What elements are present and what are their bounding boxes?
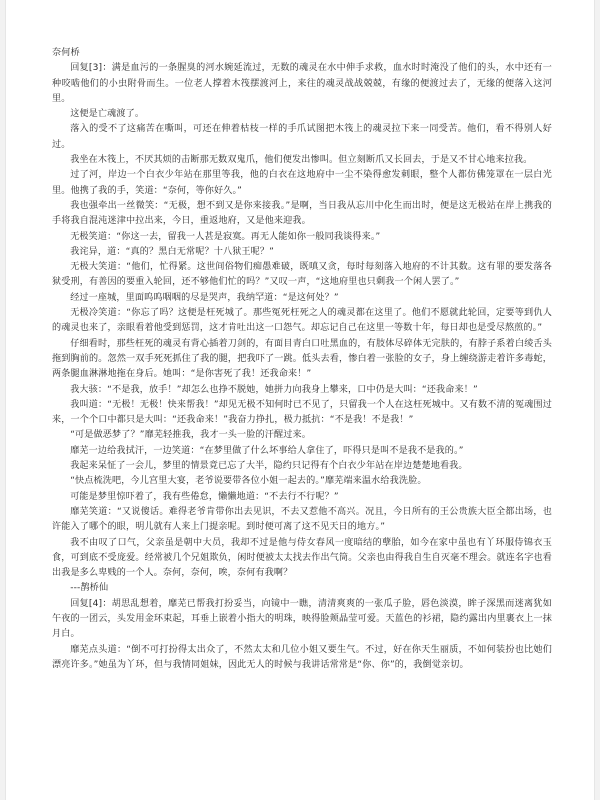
page-title: 奈何桥 <box>52 48 80 58</box>
section-signature: ---鹊桥仙 <box>70 583 109 594</box>
paragraph: “快点梳洗吧，今儿宫里大宴，老爷说要带各位小姐一起去的。”靡芜端来温水给我洗脸。 <box>70 476 427 487</box>
paragraph: 无极冷笑道：“你忘了吗？这便是枉死城了。那些冤死枉死之人的魂灵都在这里了。他们不愿就此轮回，定要等到仇人的魂灵也来了，亲眼看着他受到惩罚，这才肯吐出这一口怨气。却忘记自己在这里一等数十年，每日却也是受尽熬煎的。” <box>52 308 552 334</box>
paragraph: 回复[4]：胡思乱想着，靡芜已帮我打扮妥当，向镜中一瞧，清清爽爽的一张瓜子脸，唇色淡漠，眸子深黑而迷离犹如午夜的一团云，头发用金环束起，耳垂上嵌着小指大的明珠，映得脸颊晶莹可爱。天蓝色的衫裙，隐约露出内里裹衣上一抹月白。 <box>52 598 552 640</box>
document-page <box>6 0 594 800</box>
paragraph: 我大骇：“不是我，放手！”却怎么也挣不脱她，她拼力向我身上攀来，口中仍是大叫：“还我命来！” <box>70 384 478 395</box>
paragraph: 靡芜点头道：“倒不可打扮得太出众了，不然太太和几位小姐又要生气。不过，好在你天生丽质，不如何装扮也比她们漂亮许多。”她虽为丫环，但与我情同姐妹，因此无人的时候与我讲话常常是“你、你”的，我倒觉亲切。 <box>52 644 552 670</box>
paragraph: 仔细看时，那些枉死的魂灵有背心插着刀剑的，有面目青白口吐黑血的，有肢体尽碎体无完肤的，有脖子系着白绫舌头拖到胸前的。忽然一双手死死抓住了我的腿，把我吓了一跳。低头去看，惨白着一张脸的女子，身上缠绕游走着许多毒蛇，两条腿血淋淋地拖在身后。她叫：“是你害死了我！还我命来！” <box>52 338 552 380</box>
paragraph: 我叫道：“无极！无极！快来帮我！”却见无极不知何时已不见了，只留我一个人在这枉死城中。又有数不清的冤魂围过来，一个个口中都只是大叫：“还我命来！”我奋力挣扎，极力抵抗：“不是我！不是我！” <box>52 399 552 426</box>
paragraph: 回复[3]：满是血污的一条腥臭的河水婉延流过，无数的魂灵在水中伸手求救，血水时时淹没了他们的头，水中还有一种咬啮他们的小虫附骨而生。一位老人撑着木筏摆渡河上，来往的魂灵战战兢兢，有缘的便渡过去了，无缘的便落入这河里。 <box>52 63 552 104</box>
paragraph: 落入的受不了这痛苦在嘶叫，可还在伸着枯枝一样的手爪试图把木筏上的魂灵拉下来一同受苦。他们，看不得别人好过。 <box>52 124 552 150</box>
paragraph: 无极大笑道：“他们，忙得紧。这世间俗物们痴愚难破，既嗔又贪，每时每刻落入地府的不计其数。这有罪的要发落各狱受刑，有善因的要重入轮回，还不够他们忙的吗？”又叹一声，“这地府里也只剩我一个闲人罢了。” <box>52 262 552 288</box>
paragraph: 靡芜一边给我拭汗，一边笑道：“在梦里做了什么坏事给人拿住了，吓得只是叫不是我不是我的。” <box>70 445 464 456</box>
paragraph: 我起来呆怔了一会儿，梦里的情景竟已忘了大半，隐约只记得有个白衣少年站在岸边楚楚地看我。 <box>70 461 468 472</box>
paragraph: 可能是梦里惊吓着了，我有些倦怠，懒懒地道：“不去行不行呢？” <box>70 491 339 502</box>
paragraph: 我坐在木筏上，不厌其烦的击断那无数双鬼爪，他们便发出惨叫。但立刻断爪又长回去，于是又不甘心地来拉我。 <box>70 155 533 166</box>
paragraph: 我也强牵出一丝微笑：“无极，想不到又是你来接我。”是啊，当日我从忘川中化生而出时，便是这无极站在岸上携我的手将我自混沌迷津中拉出来，今日，重返地府，又是他来迎我。 <box>52 200 552 227</box>
paragraph: 这便是亡魂渡了。 <box>70 109 145 120</box>
paragraph: 我不由叹了口气，父亲虽是朝中大员，我却不过是他与侍女春风一度暗结的孽胎，如今在家中虽也有丫环服侍锦衣玉食，可到底不受庞爱。经常被几个兄姐欺负，闲时便被太太找去作出气筒。父亲也由得我自生自灭毫不理会。就连名字也看出我是多么卑贱的一个人。奈何，奈何，唉，奈何有我啊？ <box>52 537 552 579</box>
paragraph: 靡芜笑道：“又说傻话。难得老爷肯带你出去见识，不去又惹他不高兴。况且，今日所有的王公贵族大臣全都出场，也许能入了哪个的眼，明儿就有人来上门提亲呢。到时便可离了这不见天日的地方。” <box>52 506 552 533</box>
paragraph: 无极笑道：“你这一去，留我一人甚是寂寞。再无人能如你一般同我谈得来。” <box>70 231 381 242</box>
page-content <box>52 46 552 673</box>
paragraph: “可是做恶梦了？”靡芜轻推我，我才一头一脸的汗醒过来。 <box>70 430 312 441</box>
paragraph: 经过一座城，里面呜呜咽咽的尽是哭声，我纳罕道：“是这何处？” <box>70 292 339 303</box>
paragraph: 过了河，岸边一个白衣少年站在那里等我，他的白衣在这地府中一尘不染得愈发刺眼，整个人都仿佛笼罩在一层白光里。他携了我的手，笑道：“奈何，等你好久。” <box>52 170 552 196</box>
paragraph: 我诧异，道：“真的？黑白无常呢？十八狱王呢？” <box>70 246 275 257</box>
